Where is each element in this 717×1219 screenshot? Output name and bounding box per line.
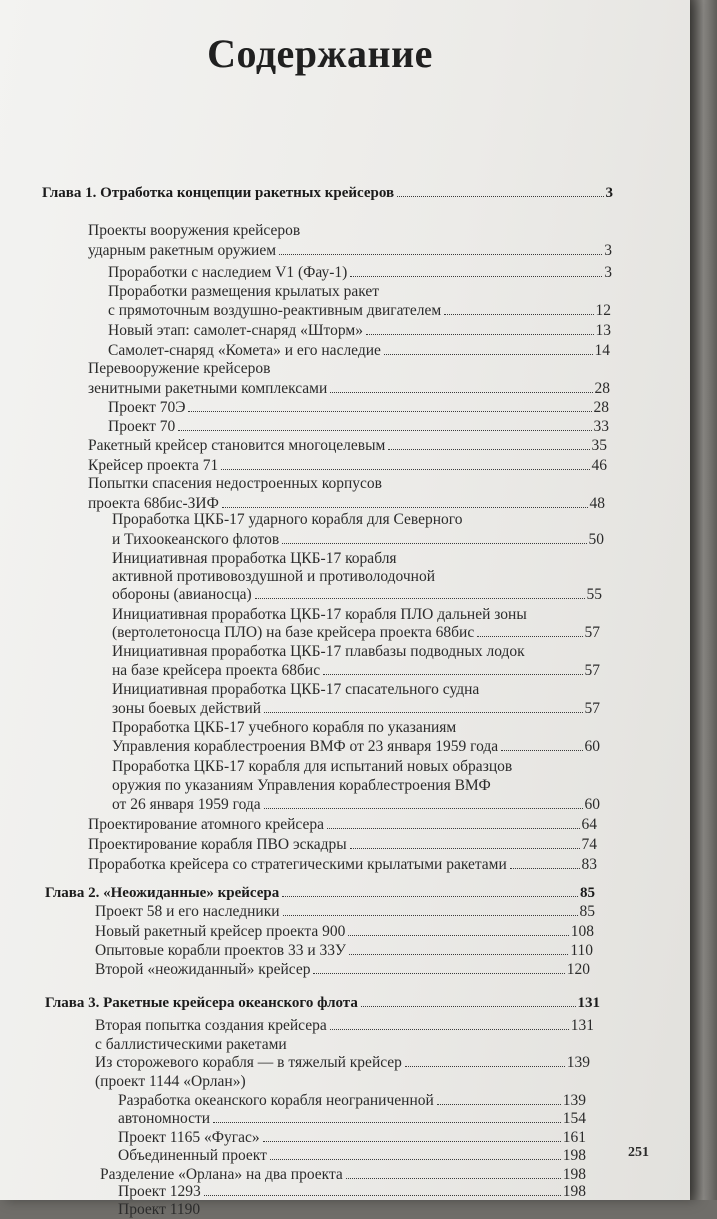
toc-entry-title: зенитными ракетными комплексами: [88, 380, 328, 397]
page-number: 251: [628, 1145, 649, 1160]
toc-entry-title: Проработка ЦКБ-17 ударного корабля для Северного: [112, 511, 463, 528]
toc-page-number: 55: [586, 586, 602, 603]
toc-entry-title: от 26 января 1959 года: [112, 796, 261, 813]
dot-leader: [283, 915, 578, 916]
toc-entry-title: Проработки с наследием V1 (Фау-1): [108, 264, 348, 281]
toc-page-number: 64: [581, 816, 597, 833]
toc-entry-title: Инициативная проработка ЦКБ-17 плавбазы подводных лодок: [112, 643, 525, 660]
toc-entry-title: Проработки размещения крылатых ракет: [108, 283, 380, 300]
toc-page-number: 3: [604, 264, 612, 281]
toc-entry-title: Попытки спасения недостроенных корпусов: [88, 475, 382, 492]
toc-page-number: 198: [562, 1183, 586, 1200]
toc-page-number: 120: [566, 961, 590, 978]
toc-entry-title: ударным ракетным оружием: [88, 242, 277, 259]
toc-entry-title: Разделение «Орлана» на два проекта: [100, 1166, 343, 1183]
toc-entry-title: Самолет-снаряд «Комета» и его наследие: [108, 342, 381, 359]
toc-entry-title: Проект 58 и его наследники: [95, 903, 280, 920]
toc-entry-title: Инициативная проработка ЦКБ-17 корабля: [112, 550, 397, 567]
toc-entry: [88, 236, 612, 260]
toc-entry-title: Управления кораблестроения ВМФ от 23 января 1959 года: [112, 738, 499, 755]
toc-page-number: 3: [605, 185, 613, 201]
toc-page-number: 108: [570, 923, 594, 940]
toc-page-number: 33: [593, 418, 609, 435]
toc-entry-title: на базе крейсера проекта 68бис: [112, 662, 321, 679]
toc-entry-title: проекта 68бис-ЗИФ: [88, 495, 219, 512]
toc-page-number: 57: [584, 624, 600, 641]
toc-page-number: 48: [589, 495, 605, 512]
toc-entry: [118, 1195, 586, 1219]
toc-entry-title: Вторая попытка создания крейсера: [95, 1017, 327, 1034]
toc-page-number: 46: [591, 457, 607, 474]
toc-entry-title: (проект 1144 «Орлан»): [95, 1073, 246, 1090]
dot-leader: [397, 196, 603, 197]
toc-entry-title: Глава 3. Ракетные крейсера океанского флота: [45, 995, 358, 1011]
toc-page-number: 57: [584, 662, 600, 679]
dot-leader: [510, 868, 580, 869]
toc-entry-title: Разработка океанского корабля неограниченной: [118, 1092, 434, 1109]
toc-entry-title: Проработка ЦКБ-17 корабля для испытаний новых образцов: [112, 758, 513, 775]
toc-entry-title: обороны (авианосца): [112, 586, 252, 603]
dot-leader: [313, 973, 564, 974]
toc-page-number: 12: [595, 302, 611, 319]
dot-leader: [279, 254, 602, 255]
toc-entry-title: и Тихоокеанского флотов: [112, 531, 280, 548]
toc-entry-title: Перевооружение крейсеров: [88, 360, 271, 377]
toc-entry-title: Второй «неожиданный» крейсер: [95, 961, 311, 978]
toc-entry-title: Проект 1165 «Фугас»: [118, 1129, 260, 1146]
toc-page-number: 3: [604, 242, 612, 259]
toc-entry-title: с баллистическими ракетами: [95, 1036, 287, 1053]
dot-leader: [366, 334, 594, 335]
toc-entry-title: оружия по указаниям Управления кораблестроения ВМФ: [112, 777, 491, 794]
toc-page-number: 198: [562, 1166, 586, 1183]
toc-entry-title: с прямоточным воздушно-реактивным двигателем: [108, 302, 442, 319]
toc-page-number: 131: [577, 995, 600, 1011]
page-edge-shadow: [690, 0, 717, 1200]
toc-page-number: 14: [594, 342, 610, 359]
toc-entry-title: Проекты вооружения крейсеров: [88, 222, 301, 239]
dot-leader: [350, 848, 580, 849]
toc-page-number: 50: [588, 531, 604, 548]
toc-page-number: 60: [584, 796, 600, 813]
toc-entry-title: Объединенный проект: [118, 1147, 267, 1164]
toc-entry-title: Проект 70Э: [108, 399, 186, 416]
toc-page-number: 85: [579, 903, 595, 920]
toc-page-number: 28: [593, 399, 609, 416]
toc-entry-title: Опытовые корабли проектов 33 и 33У: [95, 942, 346, 959]
toc-page-number: 139: [566, 1054, 590, 1071]
toc-entry-title: Крейсер проекта 71: [88, 457, 219, 474]
dot-leader: [388, 449, 589, 450]
toc-entry-title: Проект 70: [108, 418, 176, 435]
toc-entry-title: Проработка ЦКБ-17 учебного корабля по указаниям: [112, 719, 457, 736]
toc-entry: [88, 850, 597, 874]
toc-page-number: 110: [570, 942, 593, 959]
toc-page-number: 74: [581, 836, 597, 853]
toc-page-number: 131: [570, 1017, 594, 1034]
toc-chapter-heading: [42, 178, 613, 202]
dot-leader: [255, 598, 585, 599]
dot-leader: [501, 750, 582, 751]
toc-entry-title: Глава 1. Отработка концепции ракетных крейсеров: [42, 185, 395, 201]
page-title: Содержание: [207, 31, 433, 76]
toc-entry-title: Из сторожевого корабля — в тяжелый крейсер: [95, 1054, 402, 1071]
toc-page-number: 28: [594, 380, 610, 397]
toc-entry-title: Проектирование атомного крейсера: [88, 816, 324, 833]
toc-entry-title: Новый этап: самолет-снаряд «Шторм»: [108, 322, 363, 339]
toc-entry-title: Проект 1293: [118, 1183, 201, 1200]
toc-page-number: 35: [591, 437, 607, 454]
toc-entry-title: Проект 1190: [118, 1201, 201, 1218]
toc-entry-title: (вертолетоносца ПЛО) на базе крейсера проекта 68бис: [112, 624, 475, 641]
dot-leader: [444, 314, 593, 315]
toc-entry-title: Новый ракетный крейсер проекта 900: [95, 923, 346, 940]
dot-leader: [361, 1006, 576, 1007]
toc-page-number: 161: [562, 1129, 586, 1146]
toc-entry-title: автономности: [118, 1110, 211, 1127]
toc-entry-title: Проработка крейсера со стратегическими крылатыми ракетами: [88, 856, 507, 873]
toc-page-number: 13: [595, 322, 611, 339]
toc-page-number: 154: [562, 1110, 586, 1127]
toc-page-number: 57: [584, 700, 600, 717]
toc-page-number: 198: [562, 1147, 586, 1164]
toc-chapter-heading: [45, 988, 600, 1012]
toc-entry-title: Инициативная проработка ЦКБ-17 корабля ПЛО дальней зоны: [112, 606, 527, 623]
toc-entry: [95, 955, 590, 979]
toc-entry-title: Глава 2. «Неожиданные» крейсера: [45, 885, 280, 901]
toc-page-number: 85: [580, 885, 595, 901]
toc-entry-title: Проектирование корабля ПВО эскадры: [88, 836, 347, 853]
dot-leader: [327, 828, 580, 829]
toc-page-number: 83: [581, 856, 597, 873]
toc-page-number: 139: [562, 1092, 586, 1109]
toc-entry-title: активной противовоздушной и противолодочной: [112, 568, 436, 585]
toc-entry-title: зоны боевых действий: [112, 700, 262, 717]
toc-entry-title: Ракетный крейсер становится многоцелевым: [88, 437, 386, 454]
dot-leader: [264, 808, 583, 809]
toc-page-number: 60: [584, 738, 600, 755]
toc-entry-title: Инициативная проработка ЦКБ-17 спасательного судна: [112, 681, 480, 698]
